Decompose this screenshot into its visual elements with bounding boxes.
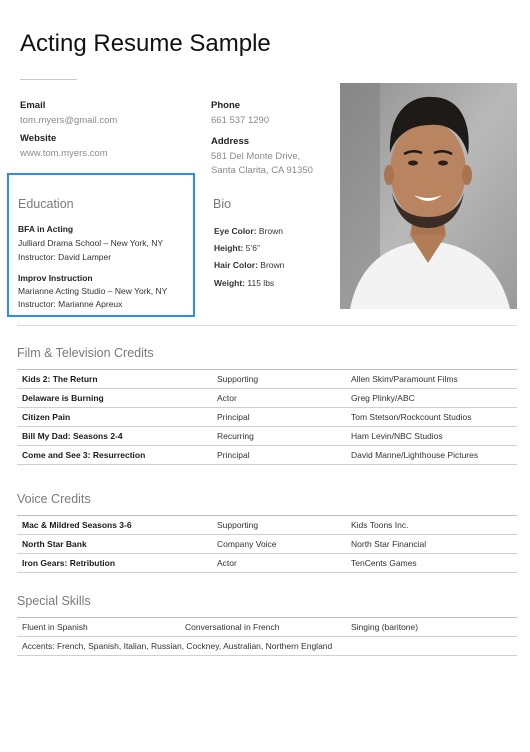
credit-title: Kids 2: The Return	[22, 374, 98, 384]
credit-title: North Star Bank	[22, 539, 87, 549]
special-skills-heading: Special Skills	[17, 594, 91, 608]
accents-list: Accents: French, Spanish, Italian, Russian, Cockney, Australian, Northern England	[22, 641, 333, 651]
credit-role: Recurring	[217, 431, 254, 441]
section-divider	[17, 325, 517, 326]
credit-title: Mac & Mildred Seasons 3-6	[22, 520, 132, 530]
education-heading: Education	[18, 197, 74, 211]
table-row	[17, 516, 517, 535]
email-label: Email	[20, 100, 46, 111]
phone-label: Phone	[211, 100, 241, 111]
education-2-instructor: Instructor: Marianne Apreux	[18, 299, 123, 309]
table-row	[17, 408, 517, 427]
hair-color-value: Brown	[260, 260, 285, 270]
education-2-school: Marianne Acting Studio – New York, NY	[18, 286, 168, 296]
education-1-school: Julliard Drama School – New York, NY	[18, 238, 164, 248]
table-row	[17, 618, 517, 637]
credit-director: Allen Skim/Paramount Films	[351, 374, 458, 384]
voice-credits-heading: Voice Credits	[17, 492, 91, 506]
weight-value: 115 lbs	[247, 278, 275, 288]
eye-color-value: Brown	[258, 226, 283, 236]
bio-eye-color	[214, 225, 283, 238]
height-value: 5’6”	[245, 243, 260, 253]
address-line-1: 581 Del Monte Drive,	[211, 151, 301, 162]
headshot-illustration	[340, 83, 517, 309]
eye-color-label: Eye Color:	[214, 226, 257, 236]
address-line-2: Santa Clarita, CA 91350	[211, 165, 313, 176]
headshot-photo	[340, 83, 517, 309]
bio-heading: Bio	[213, 197, 232, 211]
skill-item: Conversational in French	[185, 622, 280, 632]
table-row	[17, 427, 517, 446]
credit-role: Supporting	[217, 374, 259, 384]
page-title: Acting Resume Sample	[20, 30, 271, 57]
table-row	[17, 446, 517, 465]
credit-role: Actor	[217, 393, 237, 403]
bio-height	[214, 242, 260, 255]
phone-value: 661 537 1290	[211, 115, 270, 126]
credit-role: Principal	[217, 450, 250, 460]
address-label: Address	[211, 136, 250, 147]
table-row	[17, 637, 517, 656]
credit-title: Iron Gears: Retribution	[22, 558, 116, 568]
credit-director: Greg Plinky/ABC	[351, 393, 415, 403]
credit-role: Actor	[217, 558, 237, 568]
credit-director: David Manne/Lighthouse Pictures	[351, 450, 479, 460]
film-tv-heading: Film & Television Credits	[17, 346, 154, 360]
bio-weight	[214, 277, 274, 290]
skill-item: Singing (baritone)	[351, 622, 419, 632]
bio-hair-color	[214, 259, 284, 272]
credit-role: Principal	[217, 412, 250, 422]
website-label: Website	[20, 133, 57, 144]
credit-director: Kids Toons Inc.	[351, 520, 409, 530]
credit-director: Tom Stetson/Rockcount Studios	[351, 412, 472, 422]
website-value: www.tom.myers.com	[20, 148, 108, 159]
table-row	[17, 370, 517, 389]
education-1-instructor: Instructor: David Lamper	[18, 252, 112, 262]
credit-title: Citizen Pain	[22, 412, 71, 422]
email-value: tom.myers@gmail.com	[20, 115, 118, 126]
education-1-degree: BFA in Acting	[18, 224, 74, 234]
credit-title: Delaware is Burning	[22, 393, 104, 403]
credit-director: TenCents Games	[351, 558, 417, 568]
credit-director: Ham Levin/NBC Studios	[351, 431, 443, 441]
education-2-degree: Improv Instruction	[18, 273, 93, 283]
table-row	[17, 535, 517, 554]
skill-item: Fluent in Spanish	[22, 622, 88, 632]
title-divider	[20, 79, 77, 80]
credit-director: North Star Financial	[351, 539, 427, 549]
weight-label: Weight:	[214, 278, 246, 288]
credit-title: Come and See 3: Resurrection	[22, 450, 146, 460]
table-row	[17, 389, 517, 408]
table-row	[17, 554, 517, 573]
credit-role: Company Voice	[217, 539, 277, 549]
credit-role: Supporting	[217, 520, 259, 530]
hair-color-label: Hair Color:	[214, 260, 258, 270]
credit-title: Bill My Dad: Seasons 2-4	[22, 431, 123, 441]
height-label: Height:	[214, 243, 244, 253]
